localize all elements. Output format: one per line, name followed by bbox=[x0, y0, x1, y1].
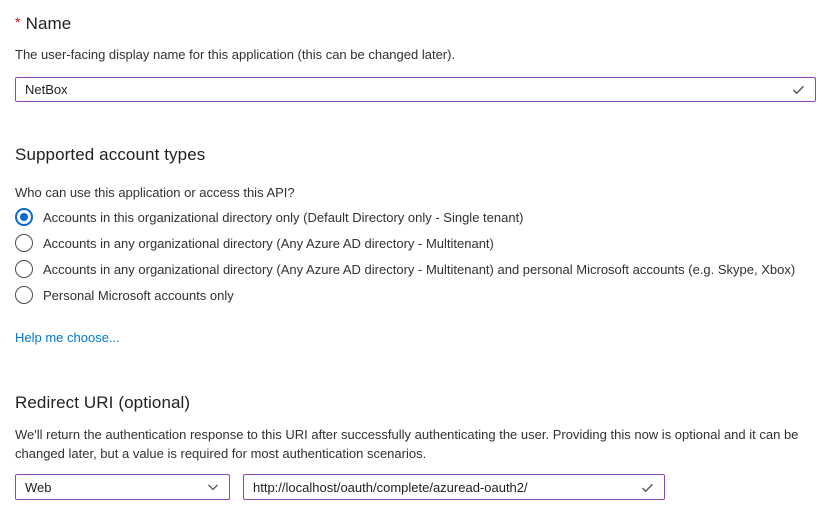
check-icon bbox=[791, 82, 806, 97]
chevron-down-icon bbox=[206, 480, 220, 494]
account-types-title: Supported account types bbox=[15, 145, 206, 164]
radio-button[interactable] bbox=[15, 286, 33, 304]
redirect-uri-input-container bbox=[243, 474, 665, 500]
redirect-uri-title: Redirect URI (optional) bbox=[15, 393, 191, 412]
account-type-option[interactable] bbox=[15, 204, 815, 230]
name-title-text: Name bbox=[25, 14, 72, 33]
account-types-question: Who can use this application or access this API? bbox=[15, 185, 295, 200]
name-description: The user-facing display name for this application (this can be changed later). bbox=[15, 47, 456, 62]
radio-button[interactable] bbox=[15, 234, 33, 252]
account-type-option-label: Personal Microsoft accounts only bbox=[43, 287, 234, 303]
account-type-options bbox=[15, 204, 815, 308]
account-type-option[interactable] bbox=[15, 256, 815, 282]
account-type-option[interactable] bbox=[15, 282, 815, 308]
name-input[interactable] bbox=[25, 82, 791, 97]
redirect-uri-input[interactable] bbox=[253, 480, 640, 495]
check-icon bbox=[640, 480, 655, 495]
redirect-uri-description: We'll return the authentication response to this URI after successfully authenticating the user. Providing this now is optional and it can be changed later, but a value is required for most authentication scenarios. bbox=[15, 427, 799, 461]
account-type-option-label: Accounts in this organizational directory only (Default Directory only - Single tenant) bbox=[43, 209, 524, 225]
name-section-title bbox=[15, 12, 815, 34]
name-input-container bbox=[15, 77, 816, 102]
help-me-choose-link[interactable]: Help me choose... bbox=[15, 330, 120, 345]
radio-button[interactable] bbox=[15, 260, 33, 278]
redirect-uri-section bbox=[15, 393, 815, 500]
account-type-option-label: Accounts in any organizational directory (Any Azure AD directory - Multitenant) bbox=[43, 235, 494, 251]
redirect-platform-value: Web bbox=[25, 479, 52, 495]
account-types-section bbox=[15, 145, 815, 345]
redirect-uri-controls bbox=[15, 474, 815, 500]
account-type-option-label: Accounts in any organizational directory (Any Azure AD directory - Multitenant) and personal Microsoft accounts (e.g. Skype, Xbox) bbox=[43, 261, 796, 277]
required-asterisk: * bbox=[15, 14, 21, 30]
name-section bbox=[15, 12, 815, 102]
radio-button[interactable] bbox=[15, 208, 33, 226]
account-type-option[interactable] bbox=[15, 230, 815, 256]
redirect-platform-select[interactable] bbox=[15, 474, 230, 500]
